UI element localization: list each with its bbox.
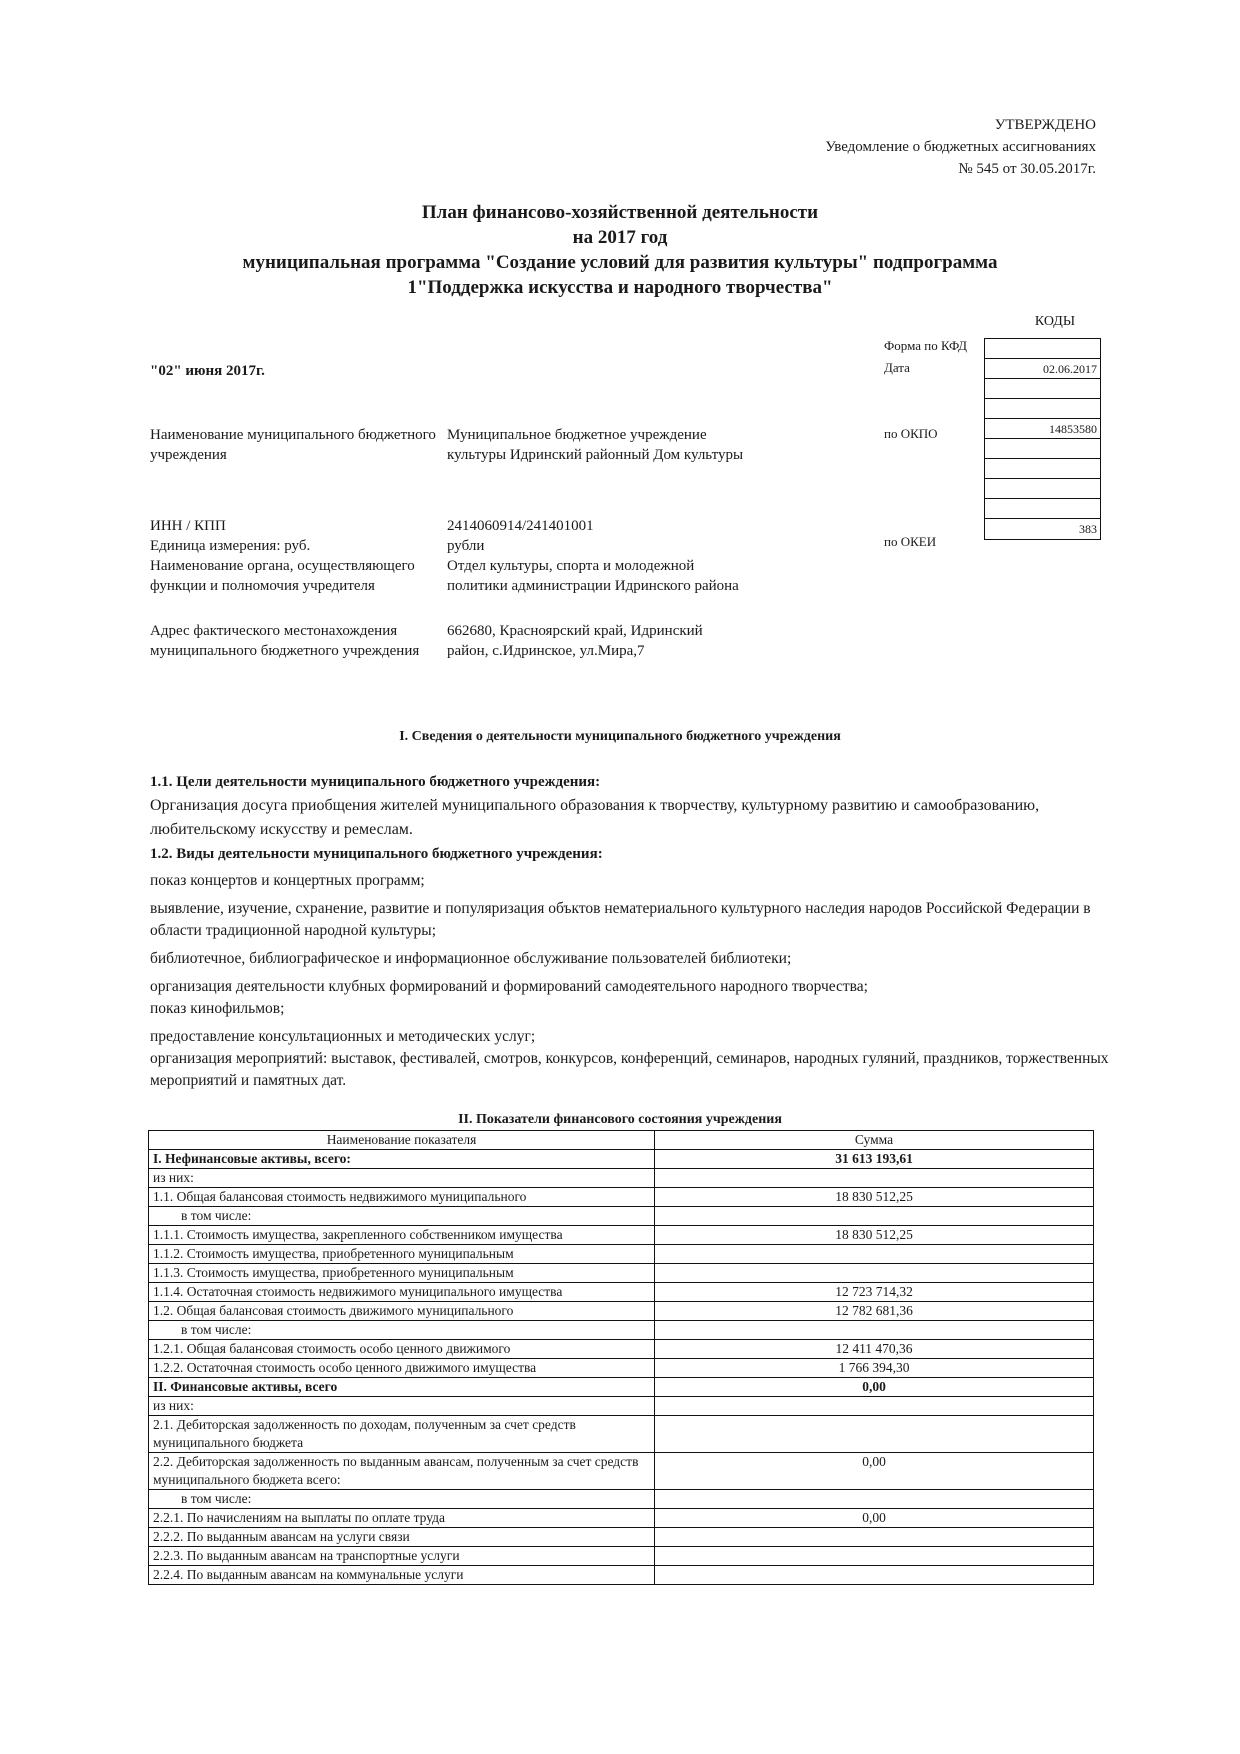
row-sum: [655, 1245, 1094, 1264]
code-cell-okpo: 14853580: [985, 419, 1100, 439]
inn-label: ИНН / КПП: [150, 518, 226, 534]
table-row: [149, 1490, 1094, 1509]
row-name: 1.1.3. Стоимость имущества, приобретенного муниципальным: [149, 1264, 655, 1283]
row-name: 2.2. Дебиторская задолженность по выданным авансам, полученным за счет средств муниципального бюджета всего:: [149, 1453, 655, 1490]
activities-list: [150, 870, 1110, 1098]
title-line-1: План финансово-хозяйственной деятельности: [421, 202, 819, 223]
row-sum: 1 766 394,30: [655, 1359, 1094, 1378]
approval-block: [825, 114, 1096, 180]
title-line-3: муниципальная программа "Создание условий для развития культуры" подпрограмма: [242, 252, 998, 273]
row-name: 1.2. Общая балансовая стоимость движимого муниципального: [149, 1302, 655, 1321]
okpo-label: по ОКПО: [884, 426, 938, 441]
institution-label: Наименование муниципального бюджетного учреждения: [150, 427, 436, 463]
table-row: [149, 1509, 1094, 1528]
table-row: [149, 1416, 1094, 1453]
table-row: [149, 1453, 1094, 1490]
title-line-4: 1"Поддержка искусства и народного творчества": [407, 277, 833, 298]
founder-label: Наименование органа, осуществляющего функции и полномочия учредителя: [150, 558, 415, 594]
table-row: [149, 1321, 1094, 1340]
row-name: 1.1.1. Стоимость имущества, закрепленного собственником имущества: [149, 1226, 655, 1245]
row-sum: 12 723 714,32: [655, 1283, 1094, 1302]
row-name: из них:: [149, 1169, 655, 1188]
table-header-row: [149, 1131, 1094, 1150]
row-name: 1.1.4. Остаточная стоимость недвижимого муниципального имущества: [149, 1283, 655, 1302]
col-name-header: Наименование показателя: [149, 1131, 655, 1150]
activity-item: организация деятельности клубных формирований и формирований самодеятельного народного творчества;: [150, 978, 868, 995]
table-row: [149, 1378, 1094, 1397]
row-sum: 0,00: [655, 1509, 1094, 1528]
code-cell-form: [985, 339, 1100, 359]
row-name: 1.2.1. Общая балансовая стоимость особо ценного движимого: [149, 1340, 655, 1359]
okei-label: по ОКЕИ: [884, 534, 937, 549]
table-row: [149, 1359, 1094, 1378]
row-name: 2.2.4. По выданным авансам на коммунальные услуги: [149, 1566, 655, 1585]
table-row: [149, 1566, 1094, 1585]
col-sum-header: Сумма: [655, 1131, 1094, 1150]
table-row: [149, 1528, 1094, 1547]
row-sum: [655, 1321, 1094, 1340]
code-cell-empty-1: [985, 379, 1100, 399]
table-row: [149, 1150, 1094, 1169]
code-cell-empty-5: [985, 479, 1100, 499]
activity-item: предоставление консультационных и методических услуг;: [150, 1028, 536, 1045]
table-body: [149, 1150, 1094, 1585]
row-sum: 0,00: [655, 1453, 1094, 1490]
approval-line-3: № 545 от 30.05.2017г.: [958, 161, 1096, 177]
row-name: в том числе:: [149, 1321, 655, 1340]
financial-table: [148, 1130, 1094, 1585]
institution-value: Муниципальное бюджетное учреждение культуры Идринский районный Дом культуры: [447, 427, 744, 463]
row-name: 2.2.2. По выданным авансам на услуги связи: [149, 1528, 655, 1547]
goals-heading: 1.1. Цели деятельности муниципального бюджетного учреждения:: [150, 774, 601, 790]
row-sum: 18 830 512,25: [655, 1188, 1094, 1207]
table-row: [149, 1283, 1094, 1302]
row-name: 2.2.3. По выданным авансам на транспортные услуги: [149, 1547, 655, 1566]
activity-item: выявление, изучение, схранение, развитие и популяризация объктов нематериального культурного наследия народов Российской Федерации в области традиционной народной культуры;: [150, 900, 1091, 939]
table-row: [149, 1188, 1094, 1207]
section-1-title: I. Сведения о деятельности муниципального бюджетного учреждения: [399, 729, 841, 744]
row-name: II. Финансовые активы, всего: [149, 1378, 655, 1397]
document-title: [150, 200, 1090, 300]
row-name: в том числе:: [149, 1207, 655, 1226]
row-sum: [655, 1547, 1094, 1566]
table-row: [149, 1340, 1094, 1359]
row-sum: 0,00: [655, 1378, 1094, 1397]
address-label: Адрес фактического местонахождения муниципального бюджетного учреждения: [150, 623, 420, 659]
row-sum: [655, 1397, 1094, 1416]
row-sum: [655, 1264, 1094, 1283]
row-name: 1.2.2. Остаточная стоимость особо ценного движимого имущества: [149, 1359, 655, 1378]
row-sum: [655, 1490, 1094, 1509]
founder-value: Отдел культуры, спорта и молодежной политики администрации Идринского района: [447, 558, 739, 594]
code-cell-empty-2: [985, 399, 1100, 419]
row-name: 1.1.2. Стоимость имущества, приобретенного муниципальным: [149, 1245, 655, 1264]
title-line-2: на 2017 год: [572, 227, 668, 248]
goals-block: [150, 770, 1110, 866]
activities-heading: 1.2. Виды деятельности муниципального бюджетного учреждения:: [150, 846, 603, 862]
row-name: в том числе:: [149, 1490, 655, 1509]
table-row: [149, 1264, 1094, 1283]
address-value: 662680, Красноярский край, Идринский район, с.Идринское, ул.Мира,7: [447, 623, 703, 659]
row-name: 1.1. Общая балансовая стоимость недвижимого муниципального: [149, 1188, 655, 1207]
row-sum: [655, 1416, 1094, 1453]
approval-line-2: Уведомление о бюджетных ассигнованиях: [825, 139, 1096, 155]
row-name: 2.1. Дебиторская задолженность по доходам, полученным за счет средств муниципального бюджета: [149, 1416, 655, 1453]
code-cell-empty-3: [985, 439, 1100, 459]
table-row: [149, 1547, 1094, 1566]
form-label: Форма по КФД: [884, 338, 968, 353]
row-sum: [655, 1169, 1094, 1188]
row-name: из них:: [149, 1397, 655, 1416]
approval-line-1: УТВЕРЖДЕНО: [994, 117, 1096, 133]
code-cell-empty-4: [985, 459, 1100, 479]
section-2-title: II. Показатели финансового состояния учреждения: [458, 1112, 782, 1127]
row-sum: 12 782 681,36: [655, 1302, 1094, 1321]
unit-label: Единица измерения: руб.: [150, 538, 311, 554]
code-cell-date: 02.06.2017: [985, 359, 1100, 379]
goals-text: Организация досуга приобщения жителей муниципального образования к творчеству, культурному развитию и самообразованию, любительскому искусству и ремеслам.: [150, 797, 1040, 838]
table-row: [149, 1169, 1094, 1188]
activity-item: показ концертов и концертных программ;: [150, 872, 425, 889]
row-sum: 18 830 512,25: [655, 1226, 1094, 1245]
activity-item: библиотечное, библиографическое и информационное обслуживание пользователей библиотеки;: [150, 950, 792, 967]
row-sum: 12 411 470,36: [655, 1340, 1094, 1359]
table-row: [149, 1226, 1094, 1245]
inn-value: 2414060914/241401001: [447, 518, 594, 534]
row-name: 2.2.1. По начислениям на выплаты по оплате труда: [149, 1509, 655, 1528]
activity-item: показ кинофильмов;: [150, 1000, 285, 1017]
document-date: "02" июня 2017г.: [150, 363, 265, 379]
code-cell-empty-6: [985, 499, 1100, 519]
row-sum: [655, 1528, 1094, 1547]
codes-header: КОДЫ: [1034, 314, 1076, 329]
table-row: [149, 1397, 1094, 1416]
row-name: I. Нефинансовые активы, всего:: [149, 1150, 655, 1169]
row-sum: 31 613 193,61: [655, 1150, 1094, 1169]
row-sum: [655, 1566, 1094, 1585]
unit-value: рубли: [447, 538, 485, 554]
table-row: [149, 1302, 1094, 1321]
activity-item: организация мероприятий: выставок, фестивалей, смотров, конкурсов, конференций, семинаров, народных гуляний, праздников, торжественных мероприятий и памятных дат.: [150, 1050, 1109, 1089]
code-cell-okei: 383: [1079, 522, 1097, 536]
table-row: [149, 1245, 1094, 1264]
row-sum: [655, 1207, 1094, 1226]
date-label: Дата: [884, 360, 910, 375]
codes-box: [984, 338, 1101, 540]
table-row: [149, 1207, 1094, 1226]
